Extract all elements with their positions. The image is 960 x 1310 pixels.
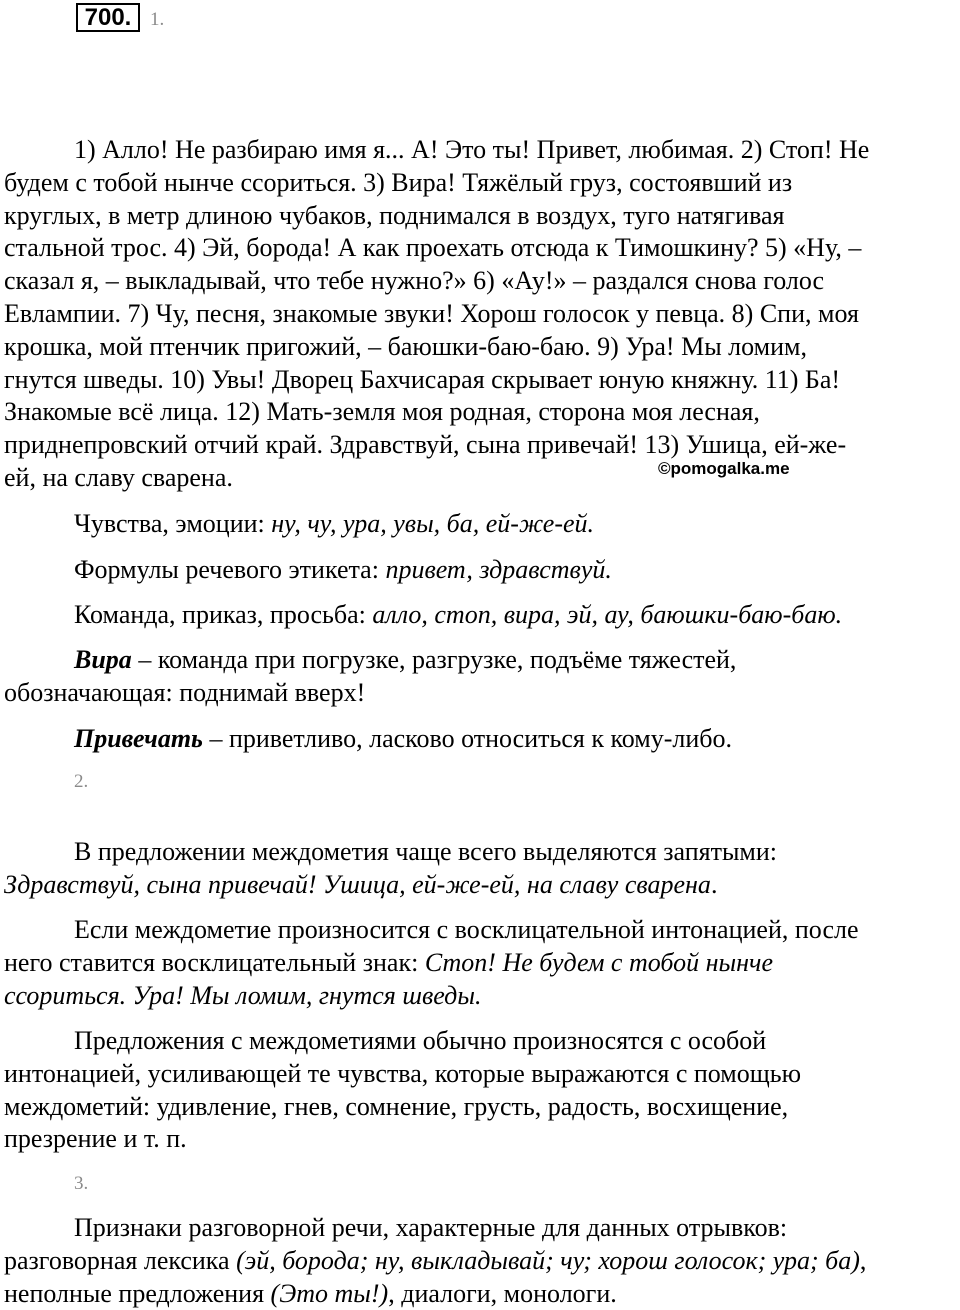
part3-paragraph — [4, 1212, 958, 1310]
text-line: , диалоги, монологи. — [388, 1278, 617, 1308]
text-line: 1) Алло! Не разбираю имя я... А! Это ты! Привет, любимая. 2) Стоп! Не — [74, 135, 870, 164]
definition-term: Привечать — [74, 724, 203, 753]
text-line: гнутся шведы. 10) Увы! Дворец Бахчисарая скрывает юную княжну. 11) Ба! — [4, 364, 841, 394]
watermark: ©pomogalka.me — [658, 459, 790, 478]
part2-marker: 2. — [74, 771, 89, 792]
category-label: Чувства, эмоции: — [74, 509, 272, 538]
text-line: стальной трос. 4) Эй, борода! А как проехать отсюда к Тимошкину? 5) «Ну, – — [4, 233, 862, 263]
text-line: круглых, в метр длиною чубаков, поднимался в воздух, туго натягивая — [4, 200, 785, 230]
definition-vira — [4, 644, 958, 710]
part2-paragraph-1 — [4, 836, 958, 902]
definition-privechat — [4, 723, 958, 756]
text-line: Признаки разговорной речи, характерные для данных отрывков: — [74, 1213, 788, 1242]
definition-term: Вира — [74, 645, 132, 674]
part3-marker: 3. — [74, 1173, 89, 1194]
text-line: междометий: удивление, гнев, сомнение, грусть, радость, восхищение, — [4, 1091, 789, 1121]
example-sentence: Стоп! Не будем с тобой нынче — [424, 947, 773, 977]
part2-paragraph-3 — [4, 1025, 958, 1156]
text-line: ей, на славу сварена. — [4, 462, 233, 492]
text-line: будем с тобой нынче ссориться. 3) Вира! Тяжёлый груз, состоявший из — [4, 167, 793, 197]
etiquette-category — [4, 554, 958, 587]
part1-marker: 1. — [150, 9, 165, 30]
category-label: Формулы речевого этикета: — [74, 555, 386, 584]
exercise-number-box: 700. — [76, 3, 140, 32]
text-line: интонацией, усиливающей те чувства, которые выражаются с помощью — [4, 1058, 802, 1088]
main-text — [4, 134, 958, 495]
part2-paragraph-2 — [4, 914, 958, 1012]
definition-text: – приветливо, ласково относиться к кому-либо. — [202, 724, 733, 753]
feelings-category — [4, 508, 958, 541]
punctuation: , — [859, 1245, 867, 1275]
definition-text: обозначающая: поднимай вверх! — [4, 677, 366, 707]
text-line: Предложения с междометиями обычно произносятся с особой — [74, 1026, 767, 1055]
category-examples: ну, чу, ура, увы, ба, ей-же-ей. — [271, 509, 595, 538]
example-sentence: Здравствуй, сына привечай! Ушица, ей-же-ей, на славу сварена — [4, 869, 711, 899]
text-line: Знакомые всё лица. 12) Мать-земля моя родная, сторона моя лесная, — [4, 397, 760, 427]
text-line: сказал я, – выкладывай, что тебе нужно?» 6) «Ау!» – раздался снова голос — [4, 266, 825, 296]
example-sentence: ссориться. Ура! Мы ломим, гнутся шведы. — [4, 980, 482, 1010]
examples: (эй, борода; ну, выкладывай; чу; хорош голосок; ура; ба) — [236, 1245, 860, 1275]
text-line: разговорная лексика — [4, 1245, 237, 1275]
text-line: Если междометие произносится с восклицательной интонацией, после — [74, 915, 859, 944]
command-category — [4, 599, 958, 632]
text-line: крошка, мой птенчик пригожий, – баюшки-баю-баю. 9) Ура! Мы ломим, — [4, 331, 807, 361]
category-examples: алло, стоп, вира, эй, ау, баюшки-баю-баю. — [372, 600, 843, 629]
category-label: Команда, приказ, просьба: — [74, 600, 373, 629]
text-line: В предложении междометия чаще всего выделяются запятыми: — [74, 837, 778, 866]
text-line: него ставится восклицательный знак: — [4, 947, 425, 977]
definition-text: – команда при погрузке, разгрузке, подъёме тяжестей, — [131, 645, 737, 674]
text-line: приднепровский отчий край. Здравствуй, сына привечай! 13) Ушица, ей-же- — [4, 430, 847, 460]
punctuation: . — [710, 869, 718, 899]
text-line: неполные предложения — [4, 1278, 271, 1308]
examples: (Это ты!) — [270, 1278, 389, 1308]
category-examples: привет, здравствуй. — [385, 555, 612, 584]
text-line: презрение и т. п. — [4, 1124, 187, 1154]
text-line: Евлампии. 7) Чу, песня, знакомые звуки! Хорош голосок у певца. 8) Спи, моя — [4, 298, 859, 328]
